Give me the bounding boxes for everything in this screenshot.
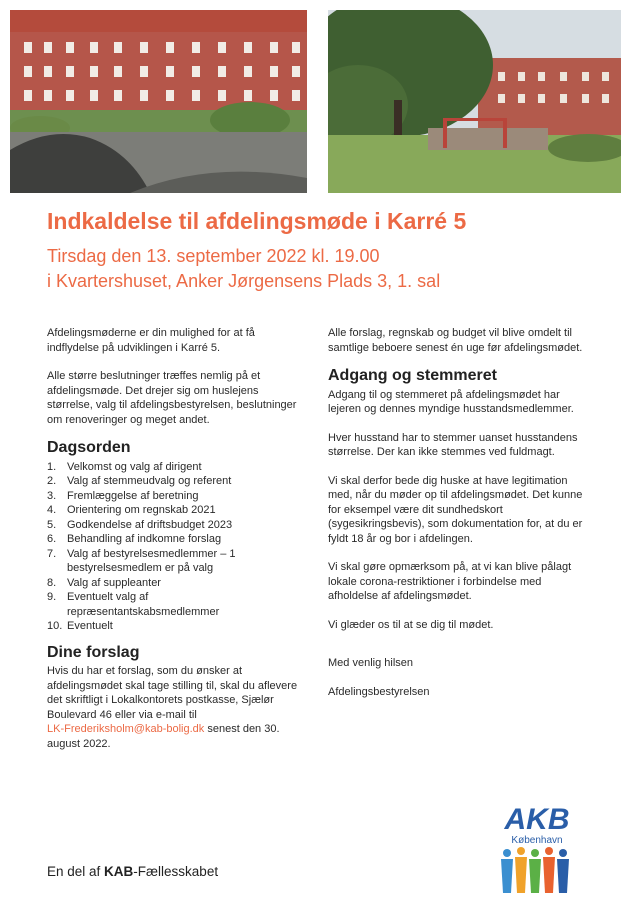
agenda-item: 2. Valg af stemmeudvalg og referent — [47, 475, 232, 487]
logo-city: København — [511, 835, 563, 846]
courtyard-photo-left — [10, 10, 307, 193]
access-paragraph-1: Adgang til og stemmeret på afdelingsmødet har lejeren og dennes myndige husstandsmedlemmer. — [328, 388, 574, 415]
meeting-date: Tirsdag den 13. september 2022 kl. 19.00 — [47, 246, 380, 266]
agenda-item: 3. Fremlæggelse af beretning — [47, 489, 199, 502]
akb-logo — [497, 795, 577, 895]
distribution-paragraph: Alle forslag, regnskab og budget vil blive omdelt til samtlige beboere senest én uge før afdelingsmødet. — [328, 327, 583, 354]
kab-brand: KAB — [104, 864, 134, 879]
closing-paragraph: Vi glæder os til at se dig til mødet. — [328, 618, 494, 631]
left-column — [47, 326, 302, 765]
agenda-item: 8. Valg af suppleanter — [47, 576, 161, 589]
agenda-item: 4. Orientering om regnskab 2021 — [47, 504, 216, 516]
agenda-item: 10. Eventuelt — [47, 620, 113, 632]
meeting-location: i Kvartershuset, Anker Jørgensens Plads 3, 1. sal — [47, 271, 441, 291]
agenda-list — [47, 460, 302, 634]
email-link[interactable]: LK-Frederiksholm@kab-bolig.dk — [47, 723, 205, 735]
access-paragraph-3: Vi skal derfor bede dig huske at have legitimation med, når du møder op til afdelingsmødet. Det kunne for eksempel være dit sundhedskort (sygesikringsbevis), som dokumentation for, at du er fyldt 18 år og bor i afdelingen. — [328, 474, 583, 545]
greeting: Med venlig hilsen — [328, 657, 413, 669]
signature: Afdelingsbestyrelsen — [328, 685, 430, 698]
footer-tagline: En del af KAB-Fællesskabet — [47, 864, 219, 879]
agenda-heading: Dagsorden — [47, 439, 131, 456]
access-paragraph-2: Hver husstand har to stemmer uanset husstandens størrelse. Der kan ikke stemmes ved fuldmagt. — [328, 431, 578, 458]
agenda-item: 7. Valg af bestyrelsesmedlemmer – 1 bestyrelsesmedlem er på valg — [47, 547, 236, 574]
agenda-item: 6. Behandling af indkomne forslag — [47, 533, 222, 545]
right-column — [328, 326, 593, 713]
page-title: Indkaldelse til afdelingsmøde i Karré 5 — [47, 208, 467, 234]
courtyard-photo-right — [328, 10, 621, 193]
proposals-deadline: senest den 30. august 2022. — [47, 723, 280, 750]
intro-paragraph-1: Afdelingsmøderne er din mulighed for at få indflydelse på udviklingen i Karré 5. — [47, 327, 255, 354]
proposals-heading: Dine forslag — [47, 643, 140, 661]
agenda-item: 9. Eventuelt valg af repræsentantskabsmedlemmer — [47, 591, 220, 618]
access-heading: Adgang og stemmeret — [328, 367, 497, 384]
proposals-text: Hvis du har et forslag, som du ønsker at afdelingsmødet skal tage stilling til, skal du aflevere det skriftligt i Lokalkontorets postkasse, Sjælør Boulevard 46 eller via e-mail til — [47, 665, 298, 721]
people-figures-icon — [501, 847, 569, 893]
intro-paragraph-2: Alle større beslutninger træffes nemlig på et afdelingsmøde. Det drejer sig om huslejens størrelse, valg til afdelingsbestyrelsen, beslutninger om renoveringer og meget andet. — [47, 370, 297, 426]
proposals-paragraph — [47, 664, 302, 751]
logo-letters: AKB — [504, 803, 570, 836]
agenda-item: 5. Godkendelse af driftsbudget 2023 — [47, 518, 233, 531]
access-paragraph-4: Vi skal gøre opmærksom på, at vi kan blive pålagt lokale corona-restriktioner i forbindelse med afholdelse af afdelingsmødet. — [328, 561, 572, 602]
agenda-item: 1. Velkomst og valg af dirigent — [47, 460, 202, 473]
